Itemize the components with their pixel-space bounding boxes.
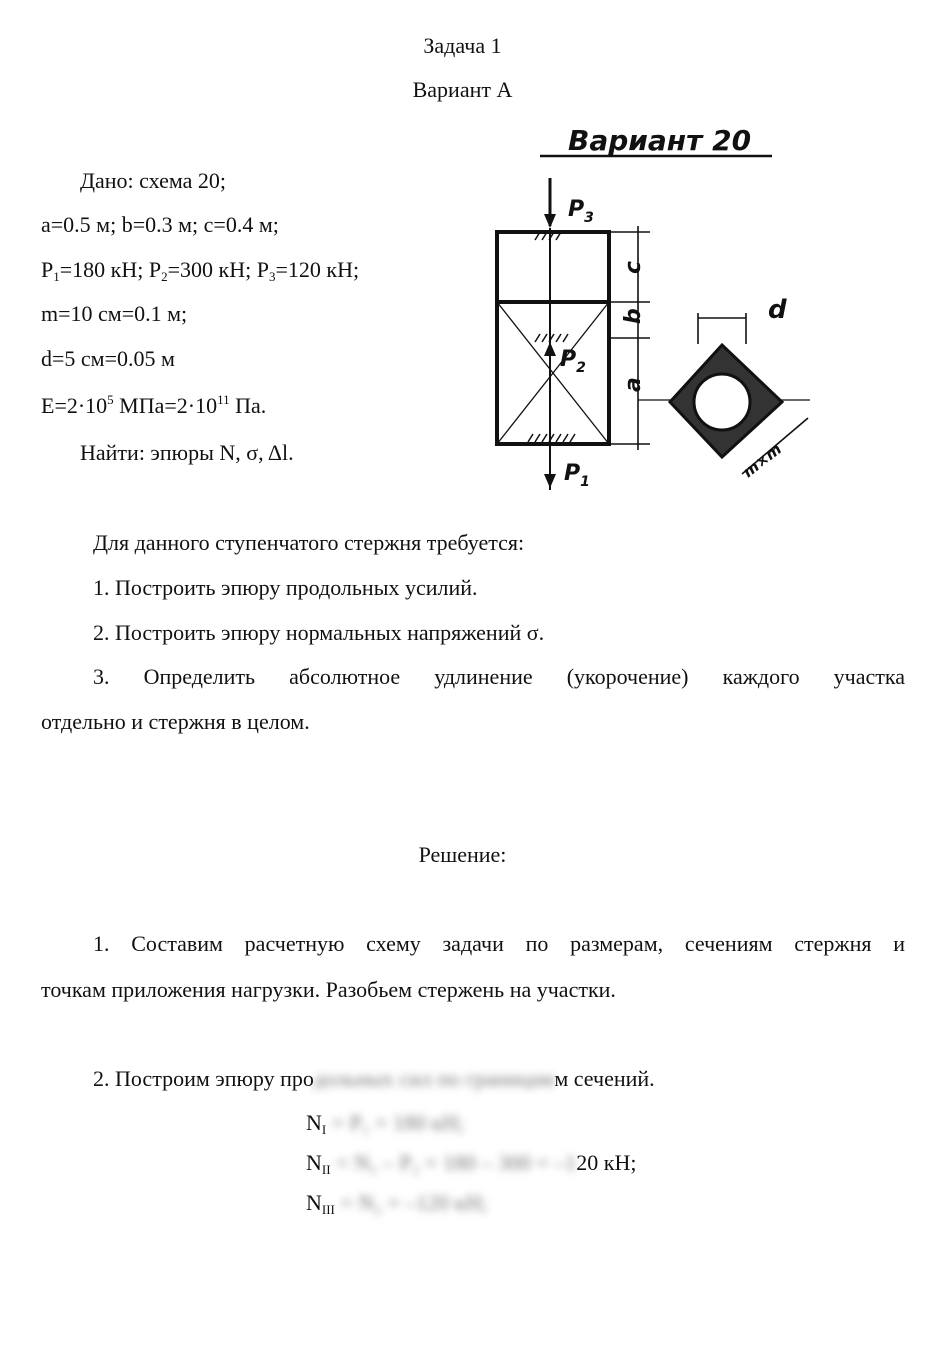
label-mxm: m×m [739,439,785,482]
label-p1: $P_1$ [564,461,590,490]
label-b: b [621,308,646,324]
given-d: d=5 см=0.05 м [41,346,175,371]
variant-title: Вариант А [412,77,513,102]
label-p3: $P_3$ [568,197,594,226]
solution-step1-line2: точкам приложения нагрузки. Разобьем стержень на участки. [41,977,616,1002]
task-intro: Для данного ступенчатого стержня требуется: [93,530,525,555]
given-modulus: $E=2\cdot 10^5$ $МПа=2\cdot 10^{11}$ Па. [41,392,267,418]
solution-step2: 2. Построим эпюру продольных сил по границамм сечений. [93,1066,655,1091]
blurred-text: дольных сил по границам [313,1066,555,1091]
label-p2: $P_2$ [560,347,586,376]
task-item-1: 1. Построить эпюру продольных усилий. [93,575,478,600]
given-forces: $P_1=180$ кН; $P_2=300$ кН; $P_3=120$ кН; [41,257,360,284]
task-title: Задача 1 [423,33,502,58]
solution-step1-line1: 1. Составим расчетную схему задачи по размерам, сечениям стержня и [93,931,905,956]
given-scheme: Дано: схема 20; [80,168,226,193]
drawing-title: Вариант 20 [568,124,752,157]
find-statement: Найти: эпюры N, σ, Δl. [80,440,294,465]
label-a: a [621,377,646,392]
label-d: d [768,295,787,325]
solution-heading: Решение: [418,842,507,867]
label-c: c [621,260,646,274]
scheme-drawing [480,118,825,508]
equation-n3: $N_{III} = N_2 = -120$ кН; [306,1190,488,1217]
equation-n2: $N_{II} = N_1 - P_2 = 180 - 300 = -120$ кН; [306,1150,637,1177]
given-m: m=10 см=0.1 м; [41,301,188,326]
task-item-3: 3. Определить абсолютное удлинение (укорочение) каждого участка [93,664,905,689]
task-item-2: 2. Построить эпюру нормальных напряжений σ. [93,620,545,645]
equation-n1: $N_I = P_1 = 180$ кН; [306,1110,465,1137]
task-item-3-cont: отдельно и стержня в целом. [41,709,310,734]
given-dimensions: a=0.5 м; b=0.3 м; c=0.4 м; [41,212,279,237]
